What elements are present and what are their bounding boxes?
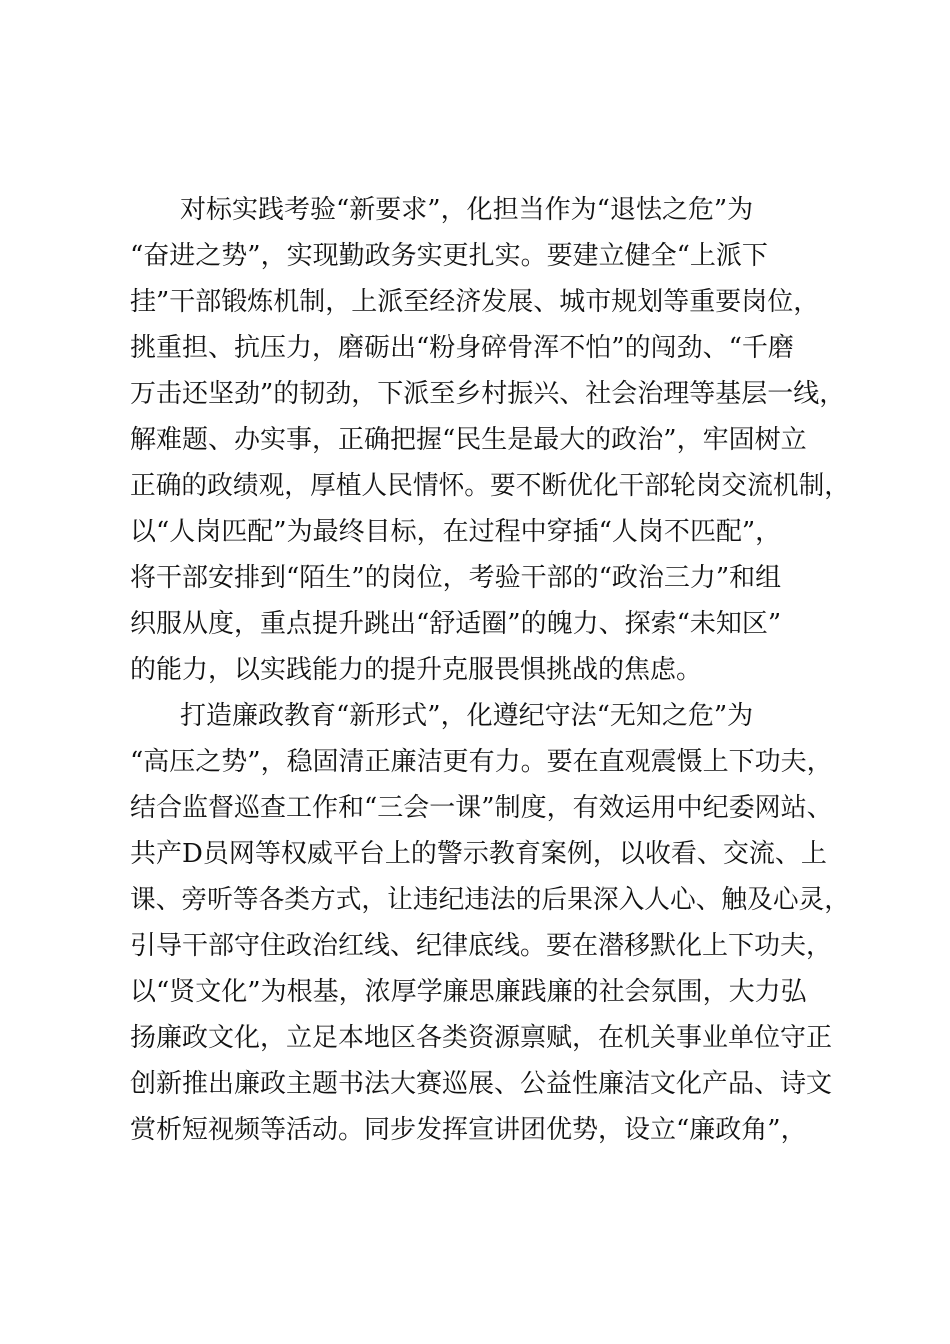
text-line: “奋进之势”，实现勤政务实更扎实。要建立健全“上派下: [130, 241, 768, 271]
text-line: “高压之势”，稳固清正廉洁更有力。要在直观震慑上下功夫，: [130, 747, 833, 777]
text-line: 以“贤文化”为根基，浓厚学廉思廉践廉的社会氛围，大力弘: [130, 977, 807, 1007]
text-line: 引导干部守住政治红线、纪律底线。要在潜移默化上下功夫，: [130, 931, 833, 961]
text-line: 将干部安排到“陌生”的岗位，考验干部的“政治三力”和组: [130, 563, 782, 593]
text-line: 织服从度，重点提升跳出“舒适圈”的魄力、探索“未知区”: [130, 609, 782, 639]
text-line: 挑重担、抗压力，磨砺出“粉身碎骨浑不怕”的闯劲、“千磨: [130, 333, 794, 363]
text-line: 正确的政绩观，厚植人民情怀。要不断优化干部轮岗交流机制，: [130, 471, 851, 501]
text-line: 课、旁听等各类方式，让违纪违法的后果深入人心、触及心灵，: [130, 885, 851, 915]
text-line: 共产D员网等权威平台上的警示教育案例，以收看、交流、上: [130, 839, 827, 869]
text-line: 解难题、办实事，正确把握“民生是最大的政治”，牢固树立: [130, 425, 807, 455]
text-line: 结合监督巡查工作和“三会一课”制度，有效运用中纪委网站、: [130, 793, 833, 823]
text-line: 挂”干部锻炼机制，上派至经济发展、城市规划等重要岗位，: [130, 287, 820, 317]
text-line: 对标实践考验“新要求”，化担当作为“退怯之危”为: [180, 195, 754, 225]
text-line: 赏析短视频等活动。同步发挥宣讲团优势，设立“廉政角”，: [130, 1115, 807, 1145]
text-line: 以“人岗匹配”为最终目标，在过程中穿插“人岗不匹配”，: [130, 517, 782, 547]
text-line: 创新推出廉政主题书法大赛巡展、公益性廉洁文化产品、诗文: [130, 1069, 833, 1099]
text-line: 万击还坚劲”的韧劲，下派至乡村振兴、社会治理等基层一线，: [130, 379, 846, 409]
text-line: 的能力，以实践能力的提升克服畏惧挑战的焦虑。: [130, 655, 703, 685]
text-line: 打造廉政教育“新形式”，化遵纪守法“无知之危”为: [180, 701, 754, 731]
text-line: 扬廉政文化，立足本地区各类资源禀赋，在机关事业单位守正: [130, 1023, 833, 1053]
